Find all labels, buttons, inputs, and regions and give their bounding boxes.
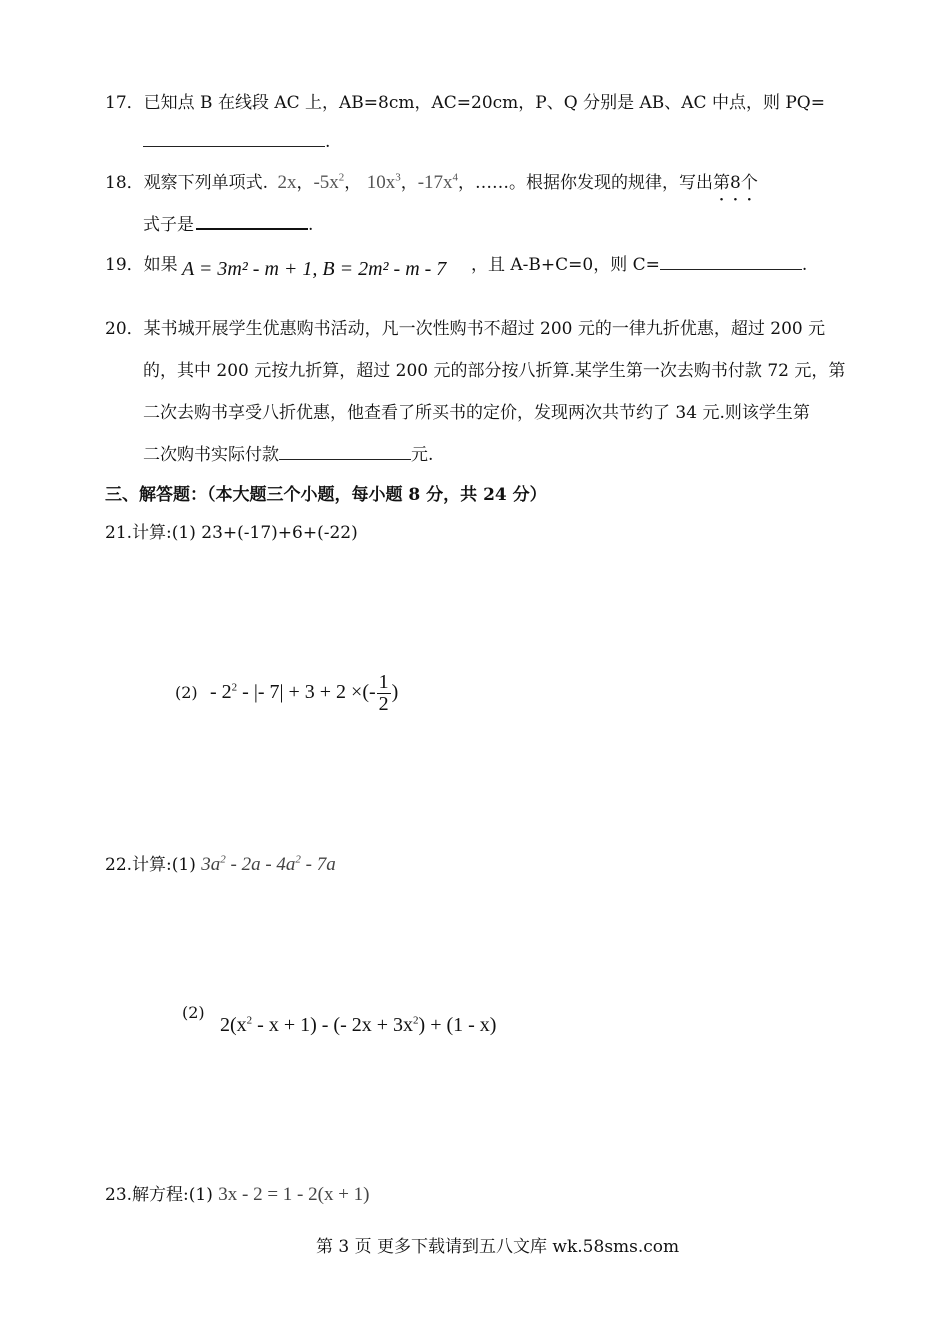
section-heading: 三、解答题：（本大题三个小题，每小题 8 分，共 24 分） [105, 485, 547, 505]
question-number: 19． [105, 255, 144, 275]
page-footer: 第 3 页 更多下载请到五八文库 wk.58sms.com [316, 1237, 680, 1257]
expression-21-2: - $2^2$ - |- 7| + 3 + 2 ×(- $\frac{1}{2}$ ) [210, 671, 399, 715]
monomial-3: 10x [366, 172, 396, 193]
part-label: (1) [171, 855, 196, 875]
question-21: 21.计算:(1) 23+(-17)+6+(-22) [105, 523, 358, 543]
question-20-line4: 二次购书实际付款 元. [143, 445, 434, 465]
question-number: 20． [105, 319, 144, 339]
question-17 [105, 88, 825, 113]
expression-22-2: $2(x^2 - x + 1)$ - (- $2x + 3x^2) + (1 - x)$ [220, 1014, 497, 1036]
monomial-1: 2x [277, 172, 297, 193]
question-text: 已知点 B 在线段 AC 上，AB=8cm，AC=20cm，P、Q 分别是 AB、AC 中点，则 PQ= [143, 93, 825, 113]
question-18-line2: 式子是 . [143, 215, 314, 235]
question-18: 18．观察下列单项式. 2x，$-5x^2$， $10x^3$，$-17x^4$，……。根据你发现的规律，写出第8 ·个 [105, 168, 758, 194]
formula-a-b: A = 3m² - m + 1, B = 2m² - m - 7 [182, 258, 447, 280]
answer-blank-17: . [143, 132, 330, 152]
emphasis-char: 8 · [730, 173, 741, 193]
expression-22-1: $3a^2 - 2a - 4a^2 - 7a$ [201, 853, 336, 875]
question-number: 17． [105, 93, 144, 113]
monomial-2: -5x [313, 172, 339, 193]
question-20-line3: 二次去购书享受八折优惠，他查看了所买书的定价，发现两次共节约了 34 元.则该学生第 [143, 403, 810, 423]
emphasis-char: 第 [713, 173, 731, 193]
fraction: $\frac{1}{2}$ [378, 671, 389, 715]
monomial-4: -17x [417, 172, 453, 193]
part-label: (2) [182, 1003, 205, 1022]
question-19-tail: ，且 A-B+C=0，则 C= . [471, 255, 808, 275]
question-20-line2: 的，其中 200 元按九折算，超过 200 元的部分按八折算.某学生第一次去购书付款 72 元，第 [143, 361, 846, 381]
question-23: 23.解方程:(1) 3x - 2 = 1 - 2(x + 1) [105, 1184, 370, 1205]
equation-23-1: 3x - 2 = 1 - 2(x + 1) [218, 1184, 370, 1205]
question-19: 19．如果 [105, 255, 178, 275]
question-20: 20．某书城开展学生优惠购书活动，凡一次性购书不超过 200 元的一律九折优惠，超过 200 元 [105, 319, 826, 339]
part-label: (2) [175, 683, 198, 702]
question-22: 22.计算:(1) $3a^2 - 2a - 4a^2 - 7a$ [105, 853, 336, 875]
emphasis-char: 个 [740, 173, 758, 193]
question-number: 18． [105, 173, 144, 193]
